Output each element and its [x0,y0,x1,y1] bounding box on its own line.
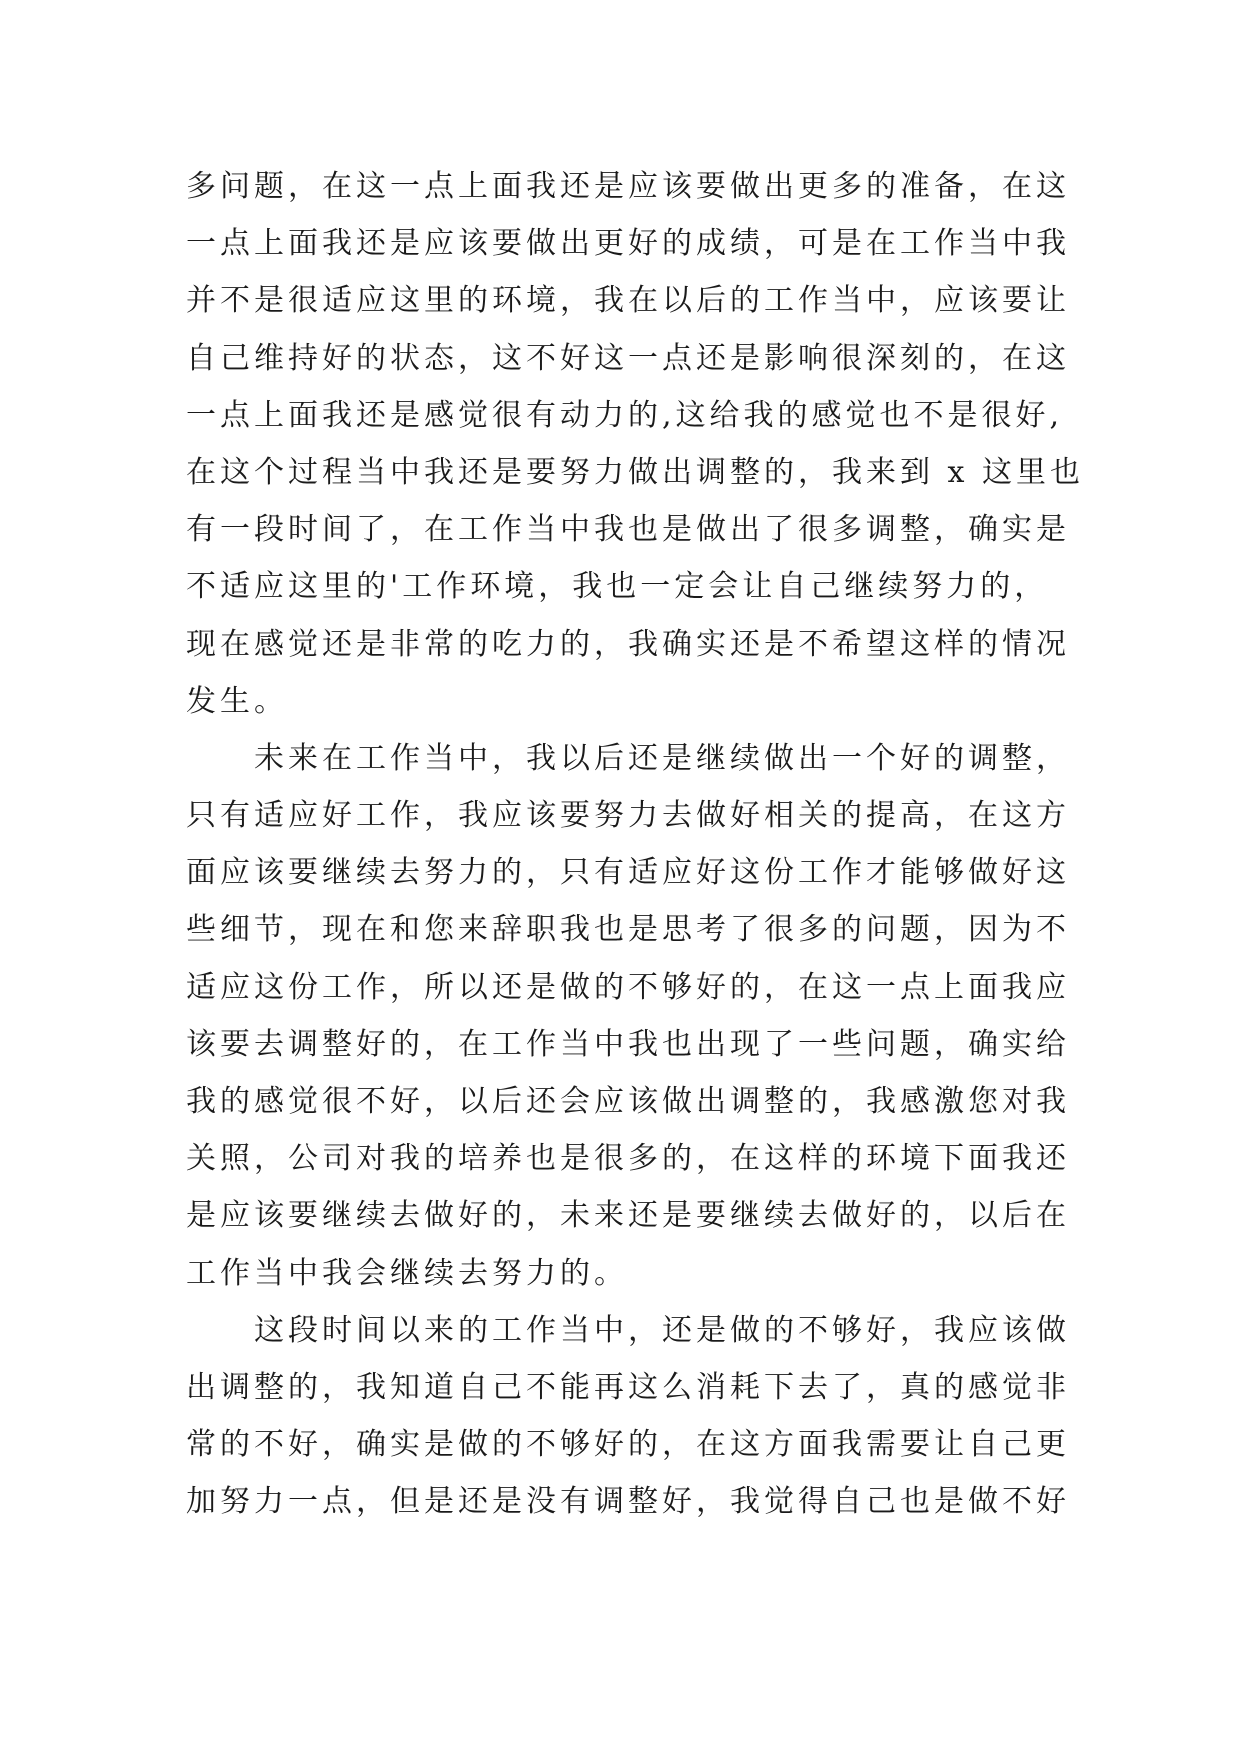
text-line: 只有适应好工作，我应该要努力去做好相关的提高，在这方 [186,798,1070,834]
paragraph [186,1302,1070,1531]
text-line: 发生。 [186,683,288,719]
text-line: 该要去调整好的，在工作当中我也出现了一些问题，确实给 [186,1026,1070,1062]
paragraph [186,730,1070,1302]
text-line: 多问题，在这一点上面我还是应该要做出更多的准备，在这 [186,169,1070,204]
text-line: 我的感觉很不好，以后还会应该做出调整的，我感激您对我 [186,1084,1070,1119]
document-body [186,158,1084,1531]
text-line: 这段时间以来的工作当中，还是做的不够好，我应该做 [254,1312,1070,1348]
text-line: 在这个过程当中我还是要努力做出调整的，我来到 x 这里也 [186,454,1084,490]
text-line: 加努力一点，但是还是没有调整好，我觉得自己也是做不好 [186,1484,1070,1520]
text-line: 是应该要继续去做好的，未来还是要继续去做好的，以后在 [186,1198,1070,1234]
text-line: 不适应这里的'工作环境，我也一定会让自己继续努力的， [186,569,1049,605]
text-line: 并不是很适应这里的环境，我在以后的工作当中，应该要让 [186,283,1070,319]
text-line: 一点上面我还是感觉很有动力的,这给我的感觉也不是很好, [186,397,1064,433]
text-line: 适应这份工作，所以还是做的不够好的，在这一点上面我应 [186,969,1070,1005]
text-line: 出调整的，我知道自己不能再这么消耗下去了，真的感觉非 [186,1369,1070,1405]
paragraph [186,158,1084,730]
text-line: 自己维持好的状态，这不好这一点还是影响很深刻的，在这 [186,340,1070,376]
text-line: 未来在工作当中，我以后还是继续做出一个好的调整， [254,740,1070,776]
text-line: 现在感觉还是非常的吃力的，我确实还是不希望这样的情况 [186,626,1070,662]
text-line: 一点上面我还是应该要做出更好的成绩，可是在工作当中我 [186,226,1070,262]
text-line: 工作当中我会继续去努力的。 [186,1255,628,1291]
text-line: 面应该要继续去努力的，只有适应好这份工作才能够做好这 [186,855,1070,891]
text-line: 常的不好，确实是做的不够好的，在这方面我需要让自己更 [186,1427,1070,1463]
text-line: 关照，公司对我的培养也是很多的，在这样的环境下面我还 [186,1141,1070,1177]
text-line: 些细节，现在和您来辞职我也是思考了很多的问题，因为不 [186,912,1070,948]
text-line: 有一段时间了，在工作当中我也是做出了很多调整，确实是 [186,512,1070,548]
